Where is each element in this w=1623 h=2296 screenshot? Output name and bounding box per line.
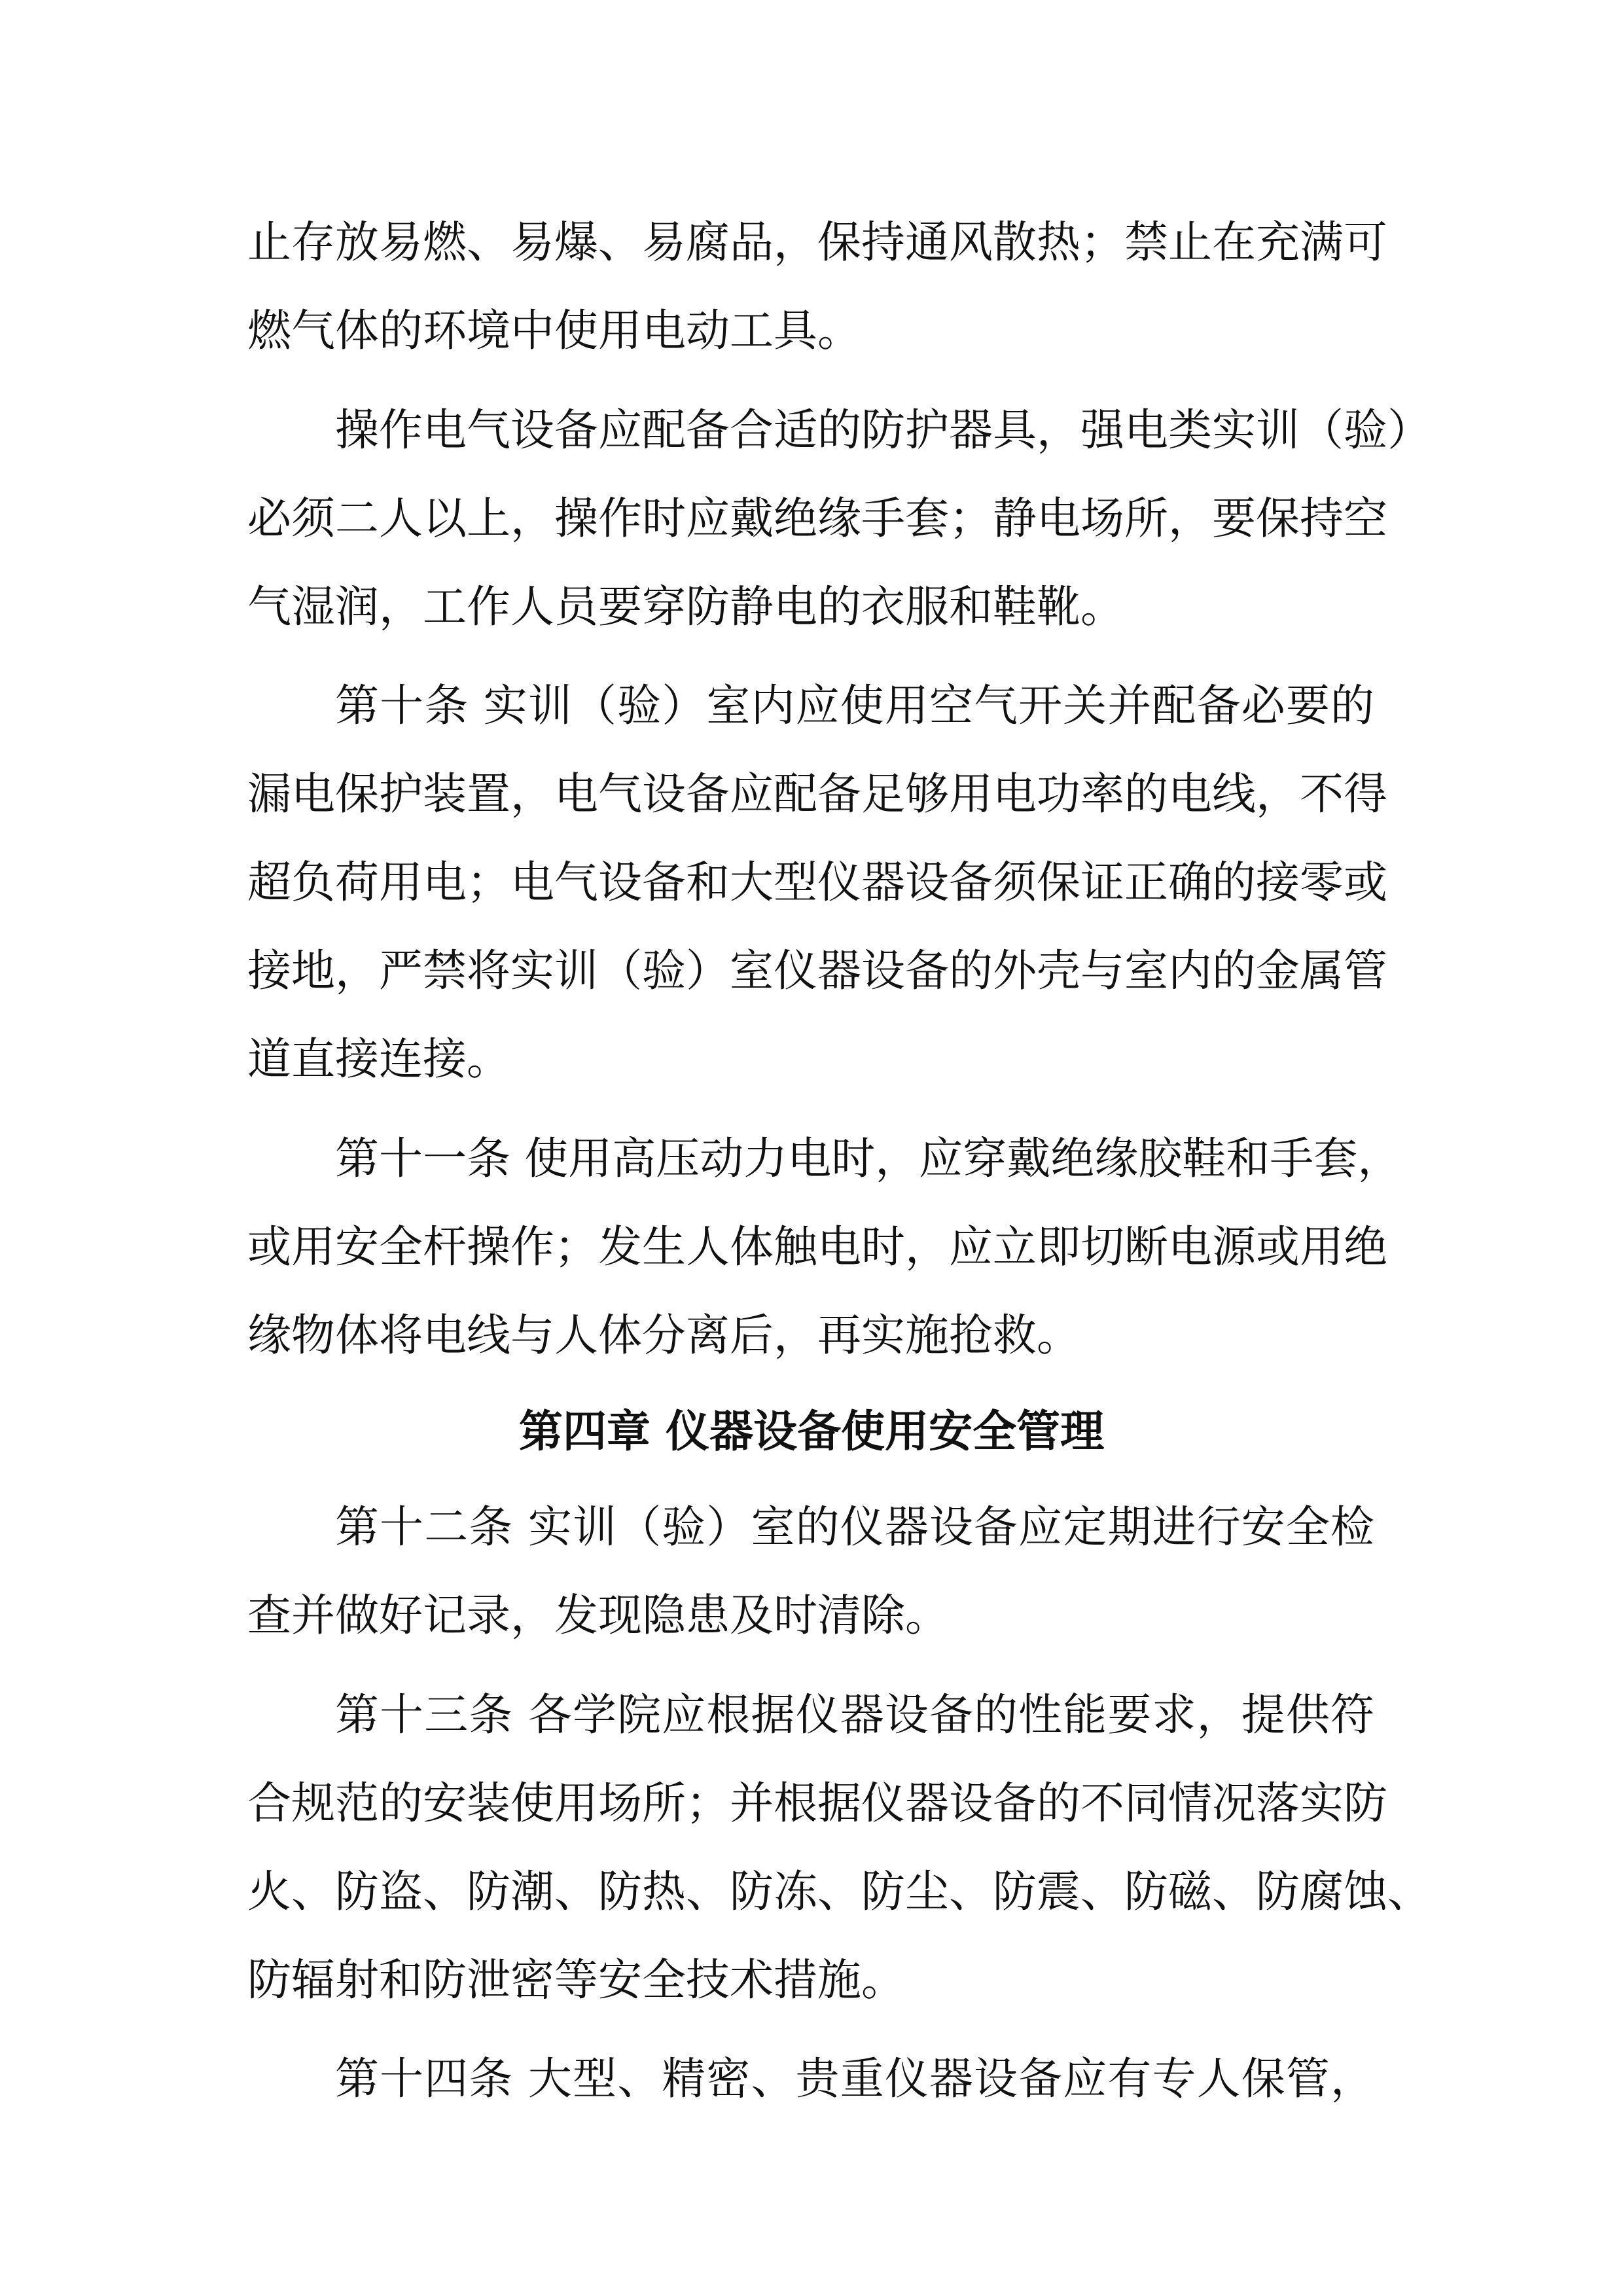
article-14-line: 第十四条 大型、精密、贵重仪器设备应有专人保管， <box>335 2053 1374 2104</box>
article-13-line: 防辐射和防泄密等安全技术措施。 <box>247 1954 905 2005</box>
paragraph-line: 止存放易燃、易爆、易腐品，保持通风散热；禁止在充满可 <box>247 217 1387 268</box>
article-10-line: 道直接连接。 <box>247 1033 510 1085</box>
article-10-line: 第十条 实训（验）室内应使用空气开关并配备必要的 <box>335 680 1374 731</box>
article-10-line: 漏电保护装置，电气设备应配备足够用电功率的电线，不得 <box>247 768 1387 819</box>
article-12-line: 第十二条 实训（验）室的仪器设备应定期进行安全检 <box>335 1501 1374 1552</box>
article-11-line: 缘物体将电线与人体分离后，再实施抢救。 <box>247 1310 1080 1361</box>
article-13-line: 合规范的安装使用场所；并根据仪器设备的不同情况落实防 <box>247 1778 1387 1829</box>
article-10-line: 接地，严禁将实训（验）室仪器设备的外壳与室内的金属管 <box>247 945 1387 996</box>
article-11-line: 或用安全杆操作；发生人体触电时，应立即切断电源或用绝 <box>247 1221 1387 1272</box>
paragraph-line: 燃气体的环境中使用电动工具。 <box>247 305 861 356</box>
article-13-line: 火、防盗、防潮、防热、防冻、防尘、防震、防磁、防腐蚀、 <box>247 1866 1431 1917</box>
paragraph-line: 气湿润，工作人员要穿防静电的衣服和鞋靴。 <box>247 581 1124 632</box>
article-11-line: 第十一条 使用高压动力电时，应穿戴绝缘胶鞋和手套， <box>335 1133 1402 1184</box>
article-12-line: 查并做好记录，发现隐患及时清除。 <box>247 1590 949 1641</box>
article-13-line: 第十三条 各学院应根据仪器设备的性能要求，提供符 <box>335 1689 1374 1740</box>
chapter-heading: 第四章 仪器设备使用安全管理 <box>518 1406 1105 1457</box>
paragraph-line: 必须二人以上，操作时应戴绝缘手套；静电场所，要保持空 <box>247 493 1387 544</box>
article-10-line: 超负荷用电；电气设备和大型仪器设备须保证正确的接零或 <box>247 857 1387 908</box>
paragraph-line: 操作电气设备应配备合适的防护器具，强电类实训（验） <box>335 404 1431 456</box>
